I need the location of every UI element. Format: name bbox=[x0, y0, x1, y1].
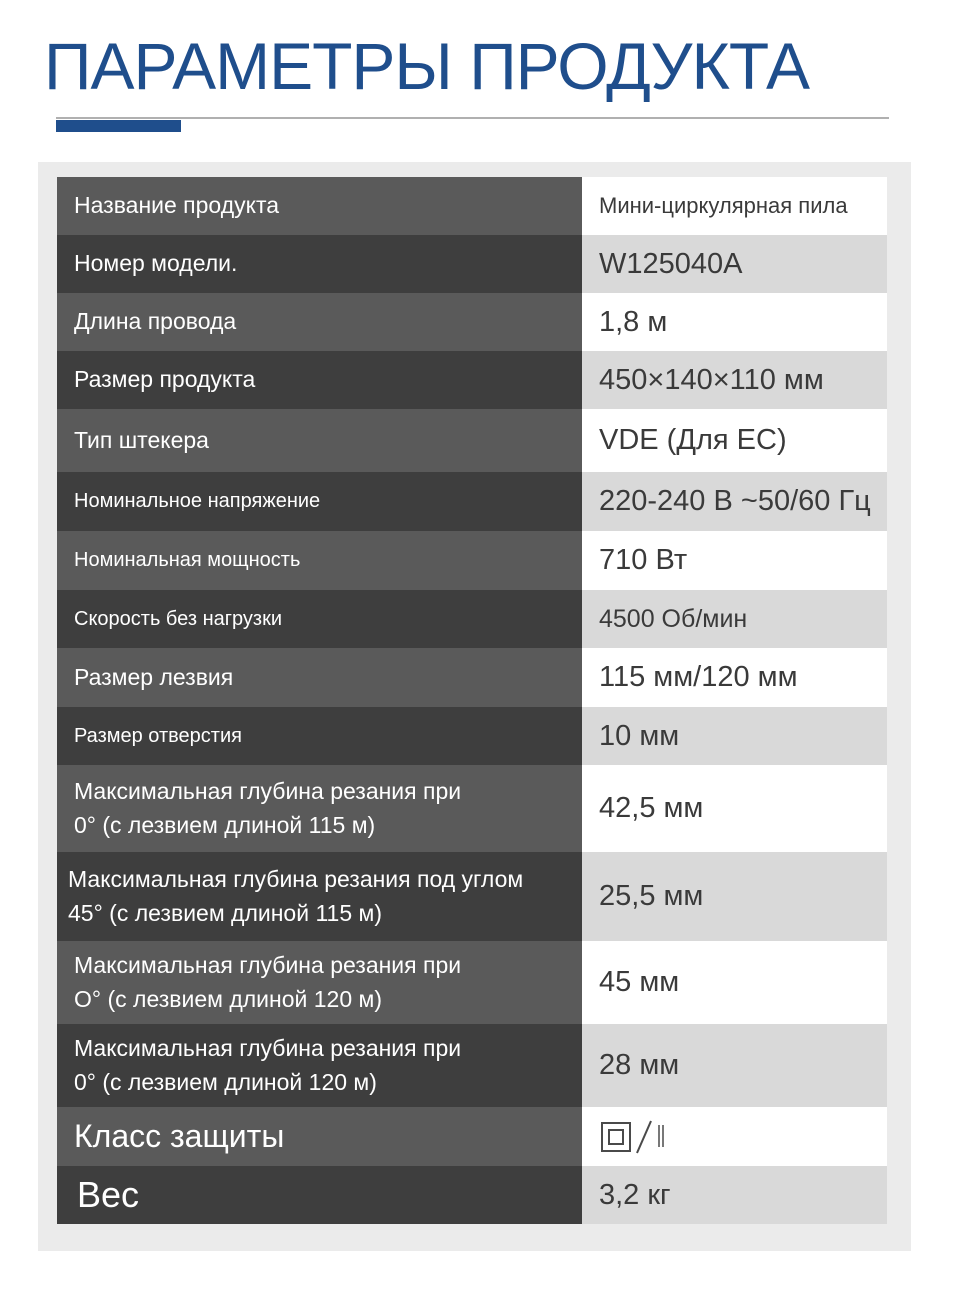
spec-row-cord-length bbox=[57, 293, 887, 351]
spec-row-max-depth-45-115 bbox=[57, 852, 887, 941]
spec-row-max-depth-0-115 bbox=[57, 765, 887, 852]
spec-label: Максимальная глубина резания под углом 45° (с лезвием длиной 115 м) bbox=[68, 866, 524, 926]
spec-row-rated-voltage bbox=[57, 472, 887, 531]
spec-table bbox=[57, 177, 887, 1224]
spec-label: Номер модели. bbox=[57, 235, 582, 293]
spec-row-weight bbox=[57, 1166, 887, 1224]
spec-value: 10 мм bbox=[582, 707, 887, 765]
spec-row-rated-power bbox=[57, 531, 887, 590]
spec-label: Тип штекера bbox=[57, 409, 582, 472]
spec-row-max-depth-0-120-b bbox=[57, 1024, 887, 1107]
spec-value: 220-240 В ~50/60 Гц bbox=[582, 472, 887, 531]
spec-value: W125040A bbox=[582, 235, 887, 293]
spec-value: VDE (Для ЕС) bbox=[582, 409, 887, 472]
spec-row-max-depth-0-120-a bbox=[57, 941, 887, 1024]
spec-value: 450×140×110 мм bbox=[582, 351, 887, 409]
spec-label: Максимальная глубина резания при 0° (с лезвием длиной 120 м) bbox=[74, 1035, 462, 1095]
title-accent-bar bbox=[56, 120, 181, 132]
spec-row-model bbox=[57, 235, 887, 293]
spec-value: 42,5 мм bbox=[582, 765, 887, 852]
spec-label: Вес bbox=[57, 1166, 582, 1224]
page-title: ПАРАМЕТРЫ ПРОДУКТА bbox=[44, 29, 810, 103]
spec-label: Скорость без нагрузки bbox=[57, 590, 582, 648]
title-divider bbox=[56, 117, 889, 119]
spec-value: 28 мм bbox=[582, 1024, 887, 1107]
spec-value: 115 мм/120 мм bbox=[582, 648, 887, 707]
spec-row-blade-size bbox=[57, 648, 887, 707]
spec-label: Название продукта bbox=[57, 177, 582, 235]
spec-value: Мини-циркулярная пила bbox=[582, 177, 887, 235]
class-ii-double-square-icon bbox=[599, 1117, 669, 1157]
spec-label: Размер отверстия bbox=[57, 707, 582, 765]
spec-value: 1,8 м bbox=[582, 293, 887, 351]
spec-label: Размер лезвия bbox=[57, 648, 582, 707]
spec-label: Максимальная глубина резания при O° (с лезвием длиной 120 м) bbox=[74, 952, 462, 1012]
spec-value: 25,5 мм bbox=[582, 852, 887, 941]
spec-row-product-name bbox=[57, 177, 887, 235]
spec-row-product-size bbox=[57, 351, 887, 409]
spec-row-bore-size bbox=[57, 707, 887, 765]
spec-label: Номинальное напряжение bbox=[57, 472, 582, 531]
spec-row-no-load-speed bbox=[57, 590, 887, 648]
spec-label: Номинальная мощность bbox=[57, 531, 582, 590]
spec-row-protection-class bbox=[57, 1107, 887, 1166]
spec-value: 3,2 кг bbox=[582, 1166, 887, 1224]
spec-value: 45 мм bbox=[582, 941, 887, 1024]
spec-value: 4500 Об/мин bbox=[582, 590, 887, 648]
spec-label: Размер продукта bbox=[57, 351, 582, 409]
spec-label: Класс защиты bbox=[57, 1107, 582, 1166]
spec-row-plug-type bbox=[57, 409, 887, 472]
spec-value: 710 Вт bbox=[582, 531, 887, 590]
spec-label: Длина провода bbox=[57, 293, 582, 351]
spec-label: Максимальная глубина резания при 0° (с лезвием длиной 115 м) bbox=[74, 778, 462, 838]
